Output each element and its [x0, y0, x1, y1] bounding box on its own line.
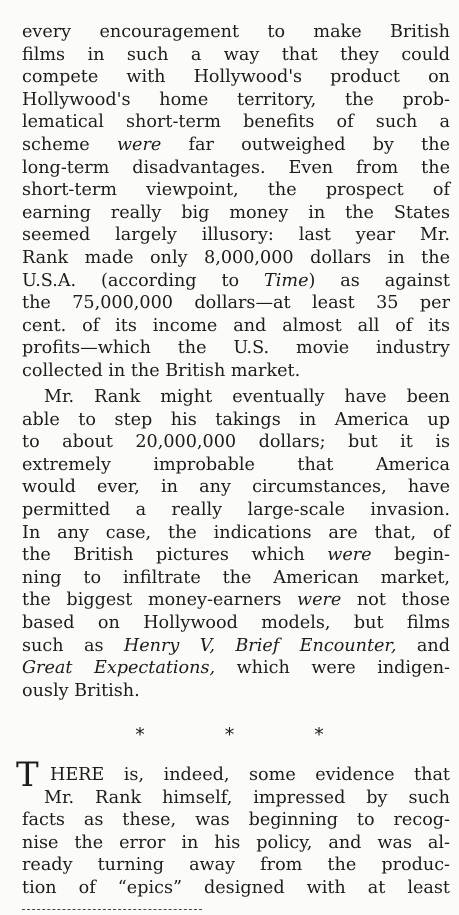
text-line: would ever, in any circumstances, have: [22, 477, 450, 498]
separator-star: *: [314, 724, 324, 746]
text-line: able to step his takings in America up: [22, 409, 450, 430]
text-line: Mr. Rank might eventually have been: [44, 387, 450, 407]
text-line: the biggest money-earners were not those: [22, 590, 450, 611]
text-line: Great Expectations, which were indigen-: [22, 658, 450, 679]
drop-cap: T: [16, 755, 39, 795]
text-line: lematical short-term benefits of such a: [22, 112, 450, 133]
text-line: such as Henry V, Brief Encounter, and: [22, 635, 450, 656]
text-line: compete with Hollywood's product on: [22, 67, 450, 88]
text-line: cent. of its income and almost all of its: [22, 315, 450, 336]
text-line: to about 20,000,000 dollars; but it is: [22, 432, 450, 453]
paragraph-3: [22, 764, 450, 900]
separator-star: *: [135, 724, 145, 746]
text-line: profits—which the U.S. movie industry: [22, 338, 450, 359]
text-line: ready turning away from the produc-: [22, 855, 450, 876]
text-line: based on Hollywood models, but films: [22, 612, 450, 633]
separator-star: *: [224, 724, 235, 746]
footnote-rule: [22, 909, 202, 911]
text-line: tion of “epics” designed with at least: [22, 877, 450, 898]
text-line: the 75,000,000 dollars—at least 35 per: [22, 293, 450, 314]
text-line: ning to infiltrate the American market,: [22, 567, 450, 588]
text-line: the British pictures which were begin-: [22, 545, 450, 566]
text-line: collected in the British market.: [22, 360, 301, 381]
text-line: extremely improbable that America: [22, 454, 450, 475]
text-line: every encouragement to make British: [22, 22, 450, 42]
text-line: U.S.A. (according to Time) as against: [22, 270, 450, 291]
text-line: permitted a really large-scale invasion.: [22, 499, 450, 520]
paragraph-2: [22, 386, 450, 702]
text-line: Hollywood's home territory, the prob-: [22, 89, 450, 110]
text-line: films in such a way that they could: [22, 44, 450, 65]
section-separator: [0, 724, 459, 746]
text-line: long-term disadvantages. Even from the: [22, 157, 450, 178]
text-line: ously British.: [22, 680, 140, 701]
text-line: Rank made only 8,000,000 dollars in the: [22, 247, 450, 268]
paragraph-1: [22, 21, 450, 383]
text-line: HERE is, indeed, some evidence that: [50, 765, 450, 785]
text-line: scheme were far outweighed by the: [22, 134, 450, 155]
text-line: nise the error in his policy, and was al-: [22, 832, 450, 853]
text-line: In any case, the indications are that, of: [22, 522, 450, 543]
text-line: seemed largely illusory: last year Mr.: [22, 225, 450, 246]
text-line: facts as these, was beginning to recog-: [22, 810, 450, 831]
text-line: Mr. Rank himself, impressed by such: [44, 787, 450, 808]
text-line: earning really big money in the States: [22, 202, 450, 223]
text-line: short-term viewpoint, the prospect of: [22, 180, 450, 201]
